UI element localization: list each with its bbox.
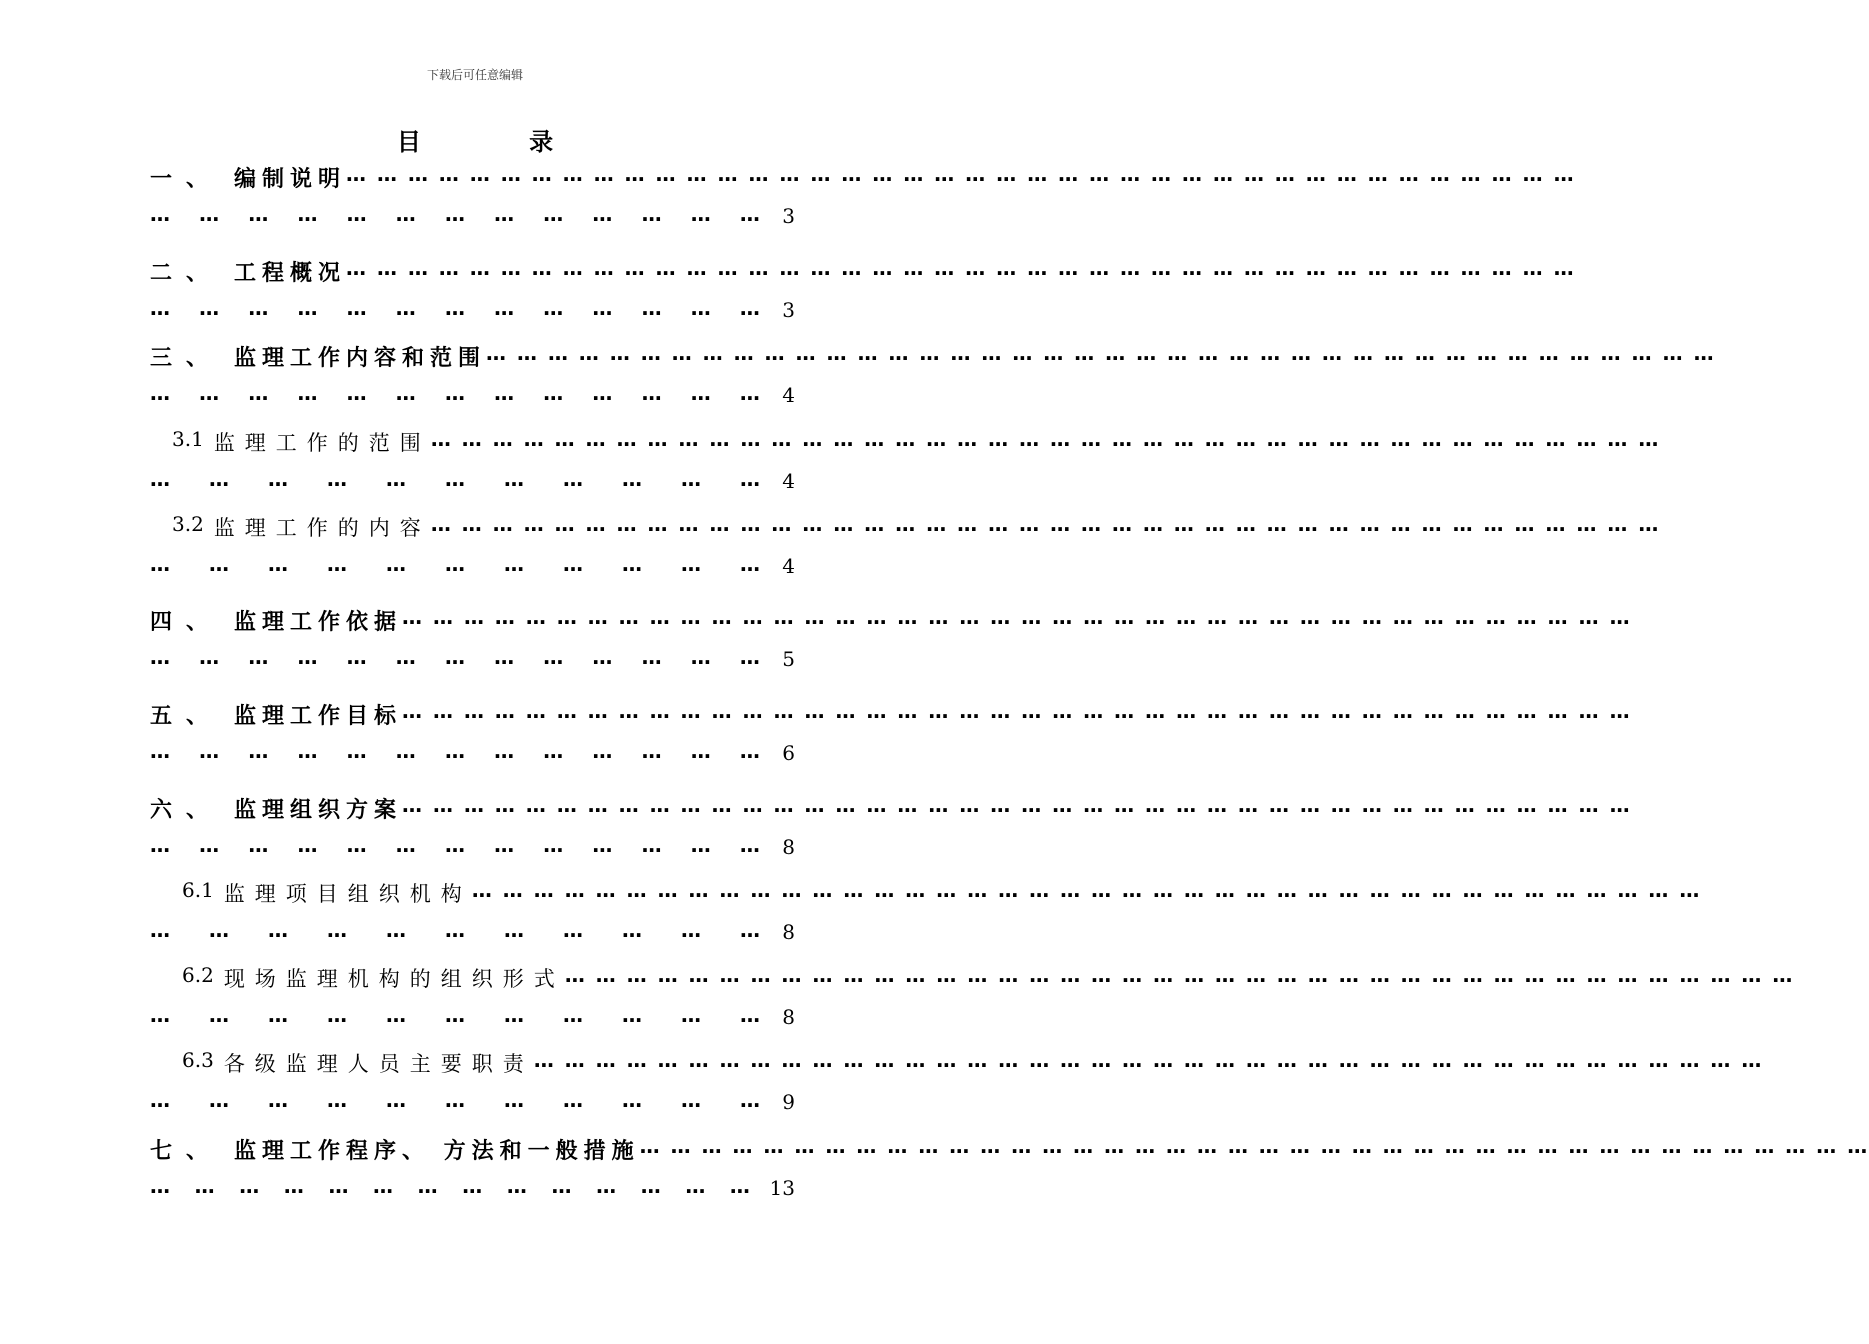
toc-entry-number: 6.2	[182, 963, 214, 987]
toc-leader-dots: … … … … … … … … … … …	[150, 552, 760, 576]
toc-entry-leader-line	[150, 202, 795, 238]
toc-leader-dots: … … … … … … … … … … … … … … … … … … … … … … … … … … … … … … … … … … … … … … … …	[402, 793, 1632, 817]
toc-leader-dots: … … … … … … … … … … … … … … … … … … … … … … … … … … … … … … … … … … … … … … … …	[346, 256, 1576, 280]
toc-entry[interactable]	[150, 1048, 1764, 1128]
toc-entry-heading-line	[150, 963, 1795, 999]
toc-page-number: 8	[782, 920, 795, 944]
toc-page-number: 5	[782, 647, 795, 671]
toc-entry[interactable]	[150, 1134, 1869, 1214]
toc-entry[interactable]	[150, 963, 1795, 1043]
toc-page-number: 4	[782, 554, 795, 578]
toc-entry-heading-line	[150, 427, 1661, 463]
toc-title: 目 录	[396, 128, 604, 156]
toc-leader-dots: … … … … … … … … … … … … …	[150, 645, 760, 669]
toc-page-number: 8	[782, 835, 795, 859]
toc-entry-number: 三、	[150, 346, 223, 371]
toc-page-number: 6	[782, 741, 795, 765]
toc-leader-dots: … … … … … … … … … … …	[150, 467, 760, 491]
toc-entry-title: 编制说明	[234, 167, 347, 192]
toc-entry-number: 四、	[150, 610, 223, 635]
toc-entry-number: 3.1	[172, 427, 204, 451]
toc-leader-dots: … … … … … … … … … … …	[150, 1088, 760, 1112]
toc-entry-title: 监理工作程序、 方法和一般措施	[234, 1139, 640, 1164]
toc-leader-dots: … … … … … … … … … … … … … … … … … … … … … … … … … … … … … … … … … … … … … … … …	[402, 605, 1632, 629]
toc-entry-title: 监理工作的范围	[213, 431, 431, 455]
toc-entry[interactable]	[150, 341, 1716, 421]
toc-page-number: 4	[782, 469, 795, 493]
toc-entry-leader-line	[150, 381, 795, 417]
toc-leader-dots: … … … … … … … … … … … … … … … … … … … … … … … … … … … … … … … … … … … … … … … …	[430, 512, 1661, 536]
toc-leader-dots: … … … … … … … … … … … … …	[150, 202, 760, 226]
toc-leader-dots: … … … … … … … … … … … … … … … … … … … … … … … … … … … … … … … … … … … … … … … …	[471, 878, 1702, 902]
toc-leader-dots: … … … … … … … … … … … … … … … … … … … … … … … … … … … … … … … … … … … … … … … …	[533, 1048, 1764, 1072]
toc-entry[interactable]	[150, 512, 1661, 592]
toc-entry[interactable]	[150, 427, 1661, 507]
toc-entry-leader-line	[150, 1003, 795, 1039]
toc-entry-heading-line	[150, 605, 1632, 641]
toc-entry-number: 3.2	[172, 512, 204, 536]
toc-entry[interactable]	[150, 699, 1632, 779]
toc-entry-leader-line	[150, 1088, 795, 1124]
toc-entry-title: 现场监理机构的组织形式	[223, 967, 565, 991]
toc-entry-title: 监理项目组织机构	[223, 882, 472, 906]
toc-entry-number: 一、	[150, 167, 223, 192]
toc-entry-heading-line	[150, 1134, 1869, 1170]
toc-entry-heading-line	[150, 512, 1661, 548]
toc-entry-number: 六、	[150, 798, 223, 823]
toc-entry-heading-line	[150, 699, 1632, 735]
toc-entry[interactable]	[150, 162, 1576, 242]
toc-entry-title: 工程概况	[234, 261, 347, 286]
toc-entry-heading-line	[150, 793, 1632, 829]
toc-entry-leader-line	[150, 296, 795, 332]
toc-leader-dots: … … … … … … … … … … …	[150, 918, 760, 942]
toc-entry[interactable]	[150, 878, 1702, 958]
toc-leader-dots: … … … … … … … … … … … … … … … … … … … … … … … … … … … … … … … … … … … … … … … …	[639, 1134, 1869, 1158]
toc-entry-number: 二、	[150, 261, 223, 286]
toc-page-number: 4	[782, 383, 795, 407]
toc-entry-title: 监理工作依据	[234, 610, 403, 635]
toc-entry-leader-line	[150, 1174, 795, 1210]
toc-entry-title: 监理组织方案	[234, 798, 403, 823]
toc-leader-dots: … … … … … … … … … … …	[150, 1003, 760, 1027]
toc-entry-number: 七、	[150, 1139, 223, 1164]
toc-entry[interactable]	[150, 605, 1632, 685]
toc-entry-heading-line	[150, 341, 1716, 377]
toc-leader-dots: … … … … … … … … … … … … …	[150, 833, 760, 857]
toc-entry-number: 6.1	[182, 878, 214, 902]
toc-entry-leader-line	[150, 833, 795, 869]
toc-leader-dots: … … … … … … … … … … … … … … … … … … … … … … … … … … … … … … … … … … … … … … … …	[430, 427, 1661, 451]
toc-entry-heading-line	[150, 256, 1576, 292]
toc-page-number: 13	[769, 1176, 795, 1200]
toc-entry-number: 五、	[150, 704, 223, 729]
toc-page-number: 8	[782, 1005, 795, 1029]
toc-entry[interactable]	[150, 793, 1632, 873]
toc-entry-number: 6.3	[182, 1048, 214, 1072]
toc-page-number: 3	[782, 298, 795, 322]
toc-leader-dots: … … … … … … … … … … … … … … … … … … … … … … … … … … … … … … … … … … … … … … … …	[486, 341, 1716, 365]
toc-page-number: 3	[782, 204, 795, 228]
toc-entry-title: 各级监理人员主要职责	[223, 1052, 534, 1076]
toc-entry-leader-line	[150, 918, 795, 954]
toc-page-number: 9	[782, 1090, 795, 1114]
toc-leader-dots: … … … … … … … … … … … … …	[150, 739, 760, 763]
toc-leader-dots: … … … … … … … … … … … … … … … … … … … … … … … … … … … … … … … … … … … … … … … …	[346, 162, 1576, 186]
toc-leader-dots: … … … … … … … … … … … … …	[150, 381, 760, 405]
toc-entry[interactable]	[150, 256, 1576, 336]
toc-entry-title: 监理工作的内容	[213, 516, 431, 540]
toc-leader-dots: … … … … … … … … … … … … … … … … … … … … … … … … … … … … … … … … … … … … … … … …	[402, 699, 1632, 723]
toc-entry-leader-line	[150, 645, 795, 681]
toc-entry-leader-line	[150, 552, 795, 588]
toc-entry-title: 监理工作内容和范围	[234, 346, 487, 371]
toc-entry-leader-line	[150, 739, 795, 775]
toc-entry-title: 监理工作目标	[234, 704, 403, 729]
toc-entry-heading-line	[150, 1048, 1764, 1084]
toc-leader-dots: … … … … … … … … … … … … … …	[150, 1174, 750, 1198]
toc-entry-heading-line	[150, 878, 1702, 914]
toc-leader-dots: … … … … … … … … … … … … … … … … … … … … … … … … … … … … … … … … … … … … … … … …	[564, 963, 1795, 987]
page-header: 下载后可任意编辑	[426, 68, 523, 82]
toc-entry-leader-line	[150, 467, 795, 503]
toc-entry-heading-line	[150, 162, 1576, 198]
toc-leader-dots: … … … … … … … … … … … … …	[150, 296, 760, 320]
